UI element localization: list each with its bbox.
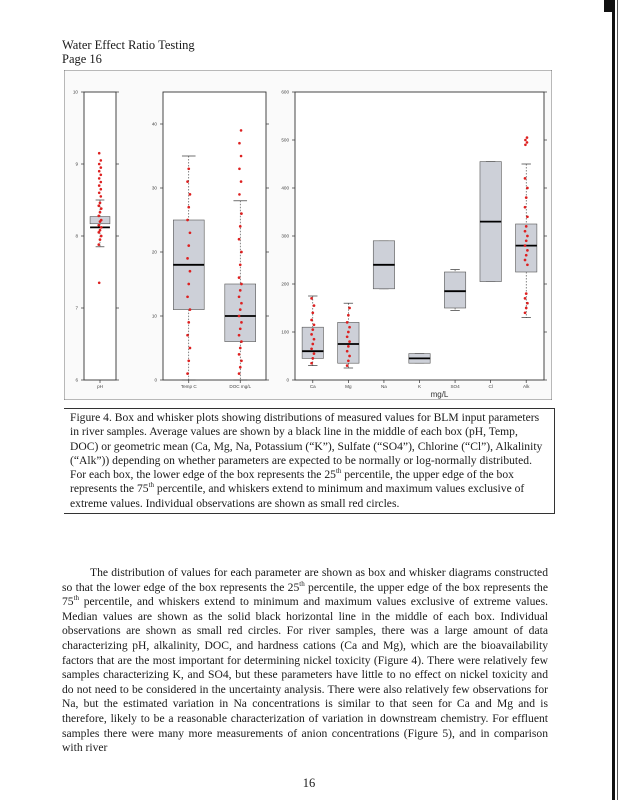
data-point [311, 357, 314, 360]
data-point [239, 225, 242, 228]
data-point [99, 211, 102, 214]
data-point [313, 352, 316, 355]
scan-edge [612, 0, 615, 800]
data-point [186, 257, 189, 260]
outlier-point [100, 181, 103, 184]
data-point [240, 359, 243, 362]
data-point [347, 331, 350, 334]
data-point [524, 244, 527, 247]
data-point [310, 333, 313, 336]
panel-temp-doc [152, 92, 269, 389]
data-point [240, 283, 243, 286]
outlier-point [100, 174, 103, 177]
header-title: Water Effect Ratio Testing [62, 38, 195, 52]
data-point [524, 230, 527, 233]
data-point [189, 308, 192, 311]
data-point [238, 315, 241, 318]
caption-text-1: Box and whisker plots showing distributions of measured values for BLM input parameters in river samples. Average values are shown by a black line in the middle of each box (pH, Temp, DOC) or geometric mean (Ca, Mg, Na, Potassium (“K”), Sulfate (“SO4”), Chlorine (“Cl”), Alkalinity (“Alk”)) depending on whether parameters are expected to be normally or log-normally distributed. For each box, the lower edge of the box represents the 25 [70, 411, 543, 482]
data-point [187, 244, 190, 247]
data-point [187, 206, 190, 209]
data-point [239, 327, 242, 330]
outlier-point [238, 193, 241, 196]
y-tick-label: 9 [75, 161, 78, 167]
data-point [525, 307, 528, 310]
data-point [526, 263, 529, 266]
outlier-point [98, 192, 101, 195]
y-tick-label: 0 [286, 377, 289, 383]
data-point [239, 308, 242, 311]
data-point [347, 314, 350, 317]
y-tick-label: 400 [281, 185, 289, 191]
body-text-1: The distribution of values for each parameter are shown as box and whisker diagrams constructed so that the lower edge of the box represents the 25 [62, 566, 548, 594]
data-point [100, 226, 103, 229]
data-point [524, 206, 527, 209]
y-tick-label: 7 [75, 305, 78, 311]
data-point [97, 224, 100, 227]
data-point [348, 355, 351, 358]
data-point [100, 219, 103, 222]
y-tick-label: 30 [151, 185, 157, 191]
data-point [526, 235, 529, 238]
data-point [346, 321, 349, 324]
data-point [239, 347, 242, 350]
page-number: 16 [302, 776, 316, 790]
data-point [238, 238, 241, 241]
y-tick-label: 200 [281, 281, 289, 287]
data-point [100, 207, 103, 210]
outlier-point [524, 144, 527, 147]
data-point [313, 338, 316, 341]
data-point [348, 307, 351, 310]
data-point [186, 334, 189, 337]
x-tick-label: Temp C [180, 384, 197, 389]
x-tick-label: Na [380, 384, 387, 389]
x-tick-label: SO4 [450, 384, 460, 389]
data-point [187, 167, 190, 170]
data-point [239, 289, 242, 292]
y-tick-label: 6 [75, 377, 78, 383]
data-point [238, 276, 241, 279]
data-point [240, 251, 243, 254]
data-point [310, 319, 313, 322]
data-point [238, 353, 241, 356]
data-point [238, 372, 241, 375]
data-point [186, 295, 189, 298]
data-point [238, 334, 241, 337]
panel-ions [281, 90, 547, 400]
outlier-point [98, 163, 101, 166]
outlier-point [98, 170, 101, 173]
x-tick-label: Mg [345, 384, 352, 389]
caption-text-3: percentile, and whiskers extend to minimum and maximum values exclusive of extreme values. Individual observations are shown as small red circles. [70, 482, 525, 510]
data-point [313, 323, 316, 326]
figure-caption [64, 408, 555, 514]
data-point [524, 259, 527, 262]
y-tick-label: 600 [281, 89, 289, 95]
data-point [313, 304, 316, 307]
data-point [526, 302, 529, 305]
x-tick-label: Cl [488, 384, 493, 389]
data-point [240, 302, 243, 305]
body-text-3: percentile, and whiskers extend to minimum and maximum values exclusive of extreme values. Median values are shown as the solid black horizontal line in the middle of each box. Individual observations are shown as small red circles. For river samples, there was a large amount of data characterizing pH, alkalinity, DOC, and hardness cations (Ca and Mg), which are the bioavailability factors that are the most important for determining nickel toxicity (Figure 4). There were relatively few samples characterizing K, and SO4, but these parameters have little to no effect on nickel toxicity and do not need to be considered in the uncertainty analysis. There were also relatively few observations for Na, but the estimated variation in Na concentrations is similar to that seen for Ca and Mg and is therefore, likely to be a reasonable characterization of variation in downstream chemistry. For effluent samples there were many more measurements of anion concentrations (Figure 5), and in comparison with river [62, 595, 548, 755]
x-axis-label: mg/L [430, 390, 449, 399]
data-point [99, 229, 102, 232]
outlier-point [100, 159, 103, 162]
box [338, 322, 359, 363]
outlier-point [100, 195, 103, 198]
data-point [187, 359, 190, 362]
data-point [186, 372, 189, 375]
y-tick-label: 10 [72, 89, 78, 95]
data-point [238, 295, 241, 298]
caption-sup-1: th [335, 467, 342, 476]
outlier-point [526, 136, 529, 139]
body-sup-1: th [299, 579, 305, 588]
data-point [189, 270, 192, 273]
x-tick-label: pH [97, 384, 103, 389]
data-point [189, 231, 192, 234]
data-point [239, 366, 242, 369]
boxplot-figure [64, 70, 552, 400]
caption-label: Figure 4. [70, 411, 112, 424]
data-point [311, 343, 314, 346]
data-point [239, 263, 242, 266]
data-point [97, 214, 100, 217]
data-point [187, 321, 190, 324]
data-point [99, 238, 102, 241]
outlier-point [98, 184, 101, 187]
data-point [524, 177, 527, 180]
data-point [526, 249, 529, 252]
x-tick-label: K [417, 384, 422, 389]
data-point [99, 202, 102, 205]
data-point [346, 350, 349, 353]
caption-text-2: percentile, the upper edge of the box represents the 75 [70, 468, 514, 496]
y-tick-label: 100 [281, 329, 289, 335]
scan-corner-mark [604, 0, 612, 12]
data-point [525, 254, 528, 257]
y-tick-label: 300 [281, 233, 289, 239]
x-tick-label: Alk [523, 384, 530, 389]
data-point [525, 239, 528, 242]
data-point [526, 215, 529, 218]
body-paragraph [62, 566, 548, 756]
data-point [189, 193, 192, 196]
data-point [186, 219, 189, 222]
data-point [347, 345, 350, 348]
outlier-point [240, 129, 243, 132]
y-tick-label: 500 [281, 137, 289, 143]
data-point [240, 340, 243, 343]
outlier-point [240, 180, 243, 183]
y-tick-label: 20 [151, 249, 157, 255]
outlier-point [526, 141, 529, 144]
x-tick-label: DOC mg/L [229, 384, 252, 389]
y-tick-label: 10 [151, 313, 157, 319]
data-point [525, 292, 528, 295]
box [444, 272, 465, 308]
data-point [525, 225, 528, 228]
outlier-point [238, 142, 241, 145]
header-page: Page 16 [62, 52, 102, 66]
data-point [187, 283, 190, 286]
data-point [525, 196, 528, 199]
outlier-point [238, 168, 241, 171]
box [225, 284, 256, 342]
x-tick-label: Ca [309, 384, 316, 389]
y-tick-label: 0 [154, 377, 157, 383]
data-point [97, 243, 100, 246]
body-text-2: percentile, the upper edge of the box represents the 75 [62, 580, 549, 609]
data-point [311, 328, 314, 331]
data-point [348, 326, 351, 329]
outlier-point [98, 177, 101, 180]
outlier-point [98, 282, 101, 285]
data-point [524, 311, 527, 314]
data-point [310, 347, 313, 350]
outlier-point [100, 166, 103, 169]
data-point [310, 362, 313, 365]
data-point [347, 359, 350, 362]
data-point [240, 321, 243, 324]
data-point [348, 340, 351, 343]
outlier-point [240, 155, 243, 158]
data-point [524, 297, 527, 300]
data-point [526, 187, 529, 190]
data-point [100, 235, 103, 238]
data-point [189, 347, 192, 350]
data-point [240, 212, 243, 215]
data-point [310, 297, 313, 300]
data-point [97, 204, 100, 207]
body-sup-2: th [73, 594, 80, 603]
y-tick-label: 8 [75, 233, 78, 239]
outlier-point [98, 152, 101, 155]
outlier-point [100, 188, 103, 191]
caption-sup-2: th [148, 481, 155, 490]
data-point [311, 311, 314, 314]
y-tick-label: 40 [151, 121, 157, 127]
data-point [186, 180, 189, 183]
data-point [346, 335, 349, 338]
outlier-point [524, 139, 527, 142]
plot-frame [295, 92, 544, 380]
data-point [346, 364, 349, 367]
